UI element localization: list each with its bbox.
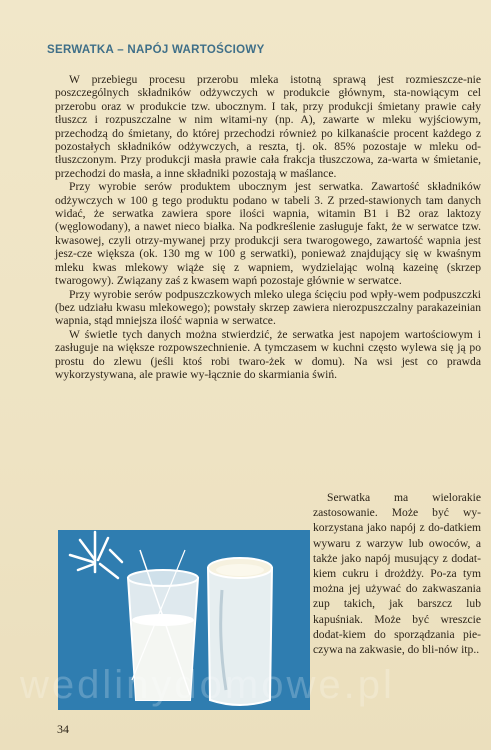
watermark-text: wedlinydomowe.pl [20,663,395,707]
main-text [55,73,481,381]
side-text [313,490,481,657]
paragraph: W przebiegu procesu przerobu mleka istotną sprawą jest rozmieszcze-nie poszczególnych składników odżywczych w produkcie głównym, sta-nowiącym cel przerobu oraz w produkcie tzw. ubocznym. I tak, przy produkcji śmietany prawie cały tłuszcz i rozpuszczalne w nim witami-ny (np. A), zawarte w mleku wyjściowym, przechodzą do śmietany, do której przechodzi również po kilkanaście procent każdego z pozostałych składników odżywczych, a reszta, tj. ok. 85% pozostaje w mleku od-tłuszczonym. Przy produkcji masła prawie cała frakcja tłuszczowa, za-warta w śmietanie, przechodzi do masła, a inne składniki pozostają w maślance. [55,73,481,180]
paragraph: W świetle tych danych można stwierdzić, że serwatka jest napojem wartościowym i zasługuje na większe rozpowszechnienie. A tymczasem w kuchni często wylewa się ją po prostu do zlewu (jeśli ktoś robi twaro-żek w domu). Na wsi jest co prawda wykorzystywana, ale prawie wy-łącznie do skarmiania świń. [55,327,481,381]
paragraph: Serwatka ma wielorakie zastosowanie. Może być wy-korzystana jako napój z do-datkiem wywaru z warzyw lub owoców, a także jako napój musujący z dodat-kiem cukru i drożdży. Po-za tym można jej używać do zakwaszania zup takich, jak barszcz lub kapuśniak. Może być wreszcie dodat-kiem do sporządzania pie-czywa na zakwasie, do bli-nów itp.. [313,491,481,657]
page-number: 34 [57,722,69,736]
section-title: SERWATKA – NAPÓJ WARTOŚCIOWY [47,44,265,56]
paragraph: Przy wyrobie serów podpuszczkowych mleko ulega ścięciu pod wpły-wem podpuszczki (bez udziału kwasu mlekowego); powstały skrzep zawiera nierozpuszczalny parakazeinian wapnia, stąd mniejsza ilość wapnia w serwatce. [55,287,481,328]
paragraph: Przy wyrobie serów produktem ubocznym jest serwatka. Zawartość składników odżywczych w 100 g tego produktu podano w tabeli 3. Z przed-stawionych tam danych widać, że serwatka zawiera spore ilości wapnia, witamin B1 i B2 oraz laktozy (węglowodany), a nawet nieco białka. Na podkreślenie zasługuje fakt, że w serwatce tzw. kwasowej, czyli otrzy-mywanej przy produkcji sera twarogowego, zawartość wapnia jest jesz-cze większa (ok. 130 mg w 100 g serwatki), ponieważ znajdujący się w kwaśnym mleku kwas mlekowy wiąże się z wapniem, wydzielając wolną kazeinę (skrzep twarogowy). Związany zaś z kwasem wapń pozostaje głównie w serwatce. [55,180,481,288]
